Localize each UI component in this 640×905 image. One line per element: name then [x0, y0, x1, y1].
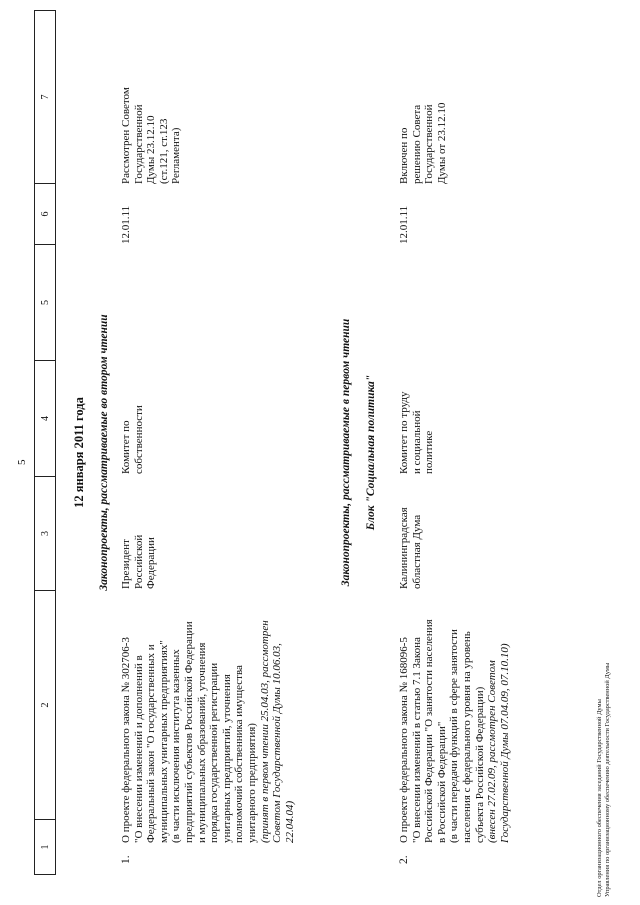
column-header-5: 5 — [35, 245, 56, 361]
block-title-social-policy: Блок "Социальная политика" — [365, 374, 377, 531]
column-header-3: 3 — [35, 477, 56, 591]
row-2-committee: Комитет по труду и социальной политике — [398, 391, 436, 474]
row-2-number: 2. — [398, 855, 410, 864]
row-1-bill-description: О проекте федерального закона № 302706-3 "О внесении изменений и дополнений в Федеральный закон "О государственных и муниципальных унитарных предприятиях" (в части исключения института казенных предприятий субъектов Российской Федерации и муниципальных образований, уточнения порядка государственной регистрации унитарных предприятий, уточнения полномочий собственника имущества унитарного предприятия) (принят в первом чтении 25.04.03, рассмотрен Советом Государственной Думы 10.06.03, 22.04.04) — [120, 620, 296, 843]
row-1-date: 12.01.11 — [120, 205, 132, 244]
row-2-result: Включен по решению Совета Государственной Думы от 23.12.10 — [398, 102, 448, 184]
column-header-6: 6 — [35, 184, 56, 245]
row-2-date: 12.01.11 — [398, 205, 410, 244]
row-1-result: Рассмотрен Советом Государственной Думы 23.12.10 (ст.121, ст.123 Регламента) — [120, 87, 183, 184]
page-number: 5 — [16, 459, 28, 465]
row-1-number: 1. — [120, 855, 132, 864]
column-header-7: 7 — [35, 11, 56, 184]
column-header-1: 1 — [35, 820, 56, 875]
column-header-4: 4 — [35, 361, 56, 477]
row-2-bill-description: О проекте федерального закона № 168096-5 "О внесении изменений в статью 7.1 Закона Российской Федерации "О занятости населения в Российской Федерации" (в части передачи функций в сфере занятости населения с федерального уровня на уровень субъекта Российской Федерации) (внесен 27.02.09, рассмотрен Советом Государственной Думы 07.04.09, 07.10.10) — [398, 619, 511, 843]
column-header-table — [34, 10, 56, 875]
section-title-first-reading: Законопроекты, рассматриваемые в первом чтении — [340, 318, 352, 587]
date-title: 12 января 2011 года — [72, 397, 86, 508]
column-header-2: 2 — [35, 591, 56, 820]
row-1-committee: Комитет по собственности — [120, 405, 145, 474]
row-1-initiator: Президент Российской Федерации — [120, 534, 158, 589]
footer-directorate: Управления по организационному обеспечению деятельности Государственной Думы — [604, 662, 611, 897]
row-2-initiator: Калининградская областная Дума — [398, 507, 423, 589]
footer-department: Отдел организационного обеспечения заседаний Государственной Думы — [596, 699, 603, 897]
section-title-second-reading: Законопроекты, рассматриваемые во втором чтении — [98, 314, 110, 591]
